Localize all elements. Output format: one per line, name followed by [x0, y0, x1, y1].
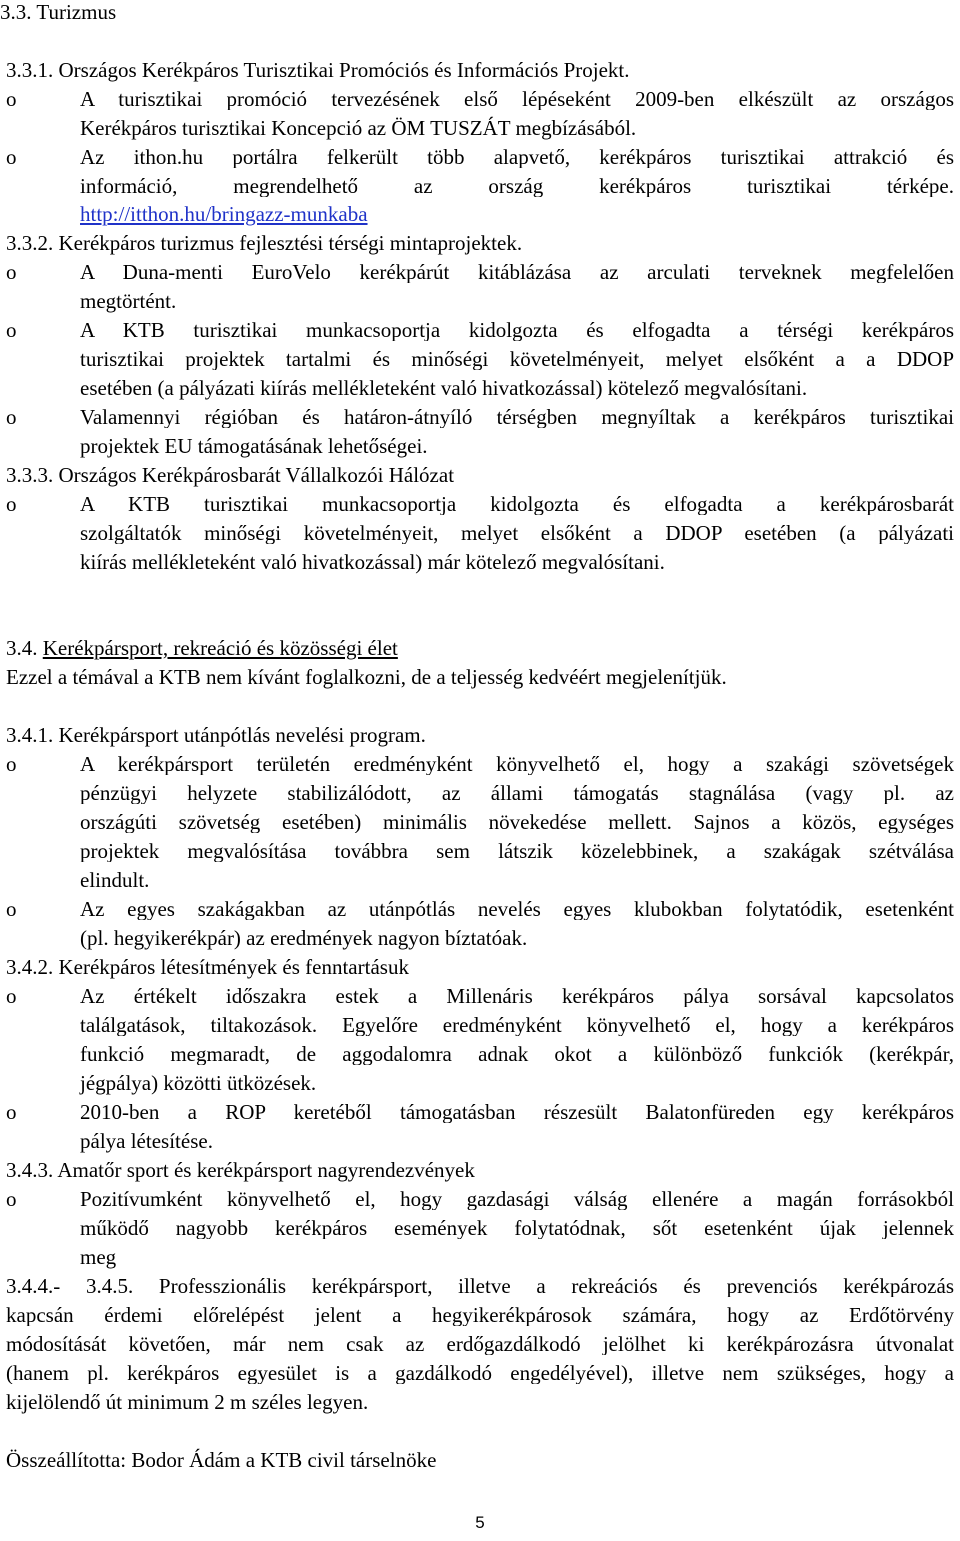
paragraph-line: Kerékpáros turisztikai Koncepció az ÖM TUSZÁT megbízásából. — [80, 116, 637, 140]
paragraph-line: információ, megrendelhető az ország kerékpáros turisztikai térképe. — [80, 176, 954, 197]
paragraph-line: Valamennyi régióban és határon-átnyíló térségben megnyíltak a kerékpáros turisztikai — [80, 407, 954, 428]
bullet-marker: o — [6, 752, 17, 776]
section-title-3-3-2: 3.3.2. Kerékpáros turizmus fejlesztési térségi mintaprojektek. — [6, 231, 523, 255]
bullet-marker: o — [6, 897, 17, 921]
paragraph-line: módosítását követően, már nem csak az erdőgazdálkodó jelölhet ki kerékpározásra útvonalat — [6, 1334, 954, 1355]
paragraph-line: szolgáltatók minőségi követelményeit, melyet elsőként a DDOP esetében (a pályázati — [80, 523, 954, 544]
paragraph-line: projektek EU támogatásának lehetőségei. — [80, 434, 428, 458]
bullet-marker: o — [6, 318, 17, 342]
section-title-3-4-2: 3.4.2. Kerékpáros létesítmények és fenntartásuk — [6, 955, 409, 979]
section-heading-3-3: 3.3. Turizmus — [0, 0, 117, 24]
section-title-3-4-3: 3.4.3. Amatőr sport és kerékpársport nagyrendezvények — [6, 1158, 475, 1182]
paragraph-line: országúti szövetség esetében) minimális növekedése mellett. Sajnos a közös, egységes — [80, 812, 954, 833]
paragraph-line: A KTB turisztikai munkacsoportja kidolgozta és elfogadta a kerékpárosbarát — [80, 494, 954, 515]
paragraph-line: találgatások, tiltakozások. Egyelőre eredményként könyvelhető el, hogy a kerékpáros — [80, 1015, 954, 1036]
paragraph-line: A KTB turisztikai munkacsoportja kidolgozta és elfogadta a térségi kerékpáros — [80, 320, 954, 341]
paragraph-line: működő nagyobb kerékpáros események folytatódnak, sőt esetenként újak jelennek — [80, 1218, 954, 1239]
section-title-3-3-3: 3.3.3. Országos Kerékpárosbarát Vállalkozói Hálózat — [6, 463, 455, 487]
bullet-marker: o — [6, 1100, 17, 1124]
paragraph-line: pénzügyi helyzete stabilizálódott, az állami támogatás stagnálása (vagy pl. az — [80, 783, 954, 804]
paragraph-line: projektek megvalósítása továbbra sem látszik közelebbinek, a szakágak szétválása — [80, 841, 954, 862]
paragraph-line: megtörtént. — [80, 289, 177, 313]
paragraph-line: pálya létesítése. — [80, 1129, 213, 1153]
paragraph-line: meg — [80, 1245, 117, 1269]
paragraph-line: Az ithon.hu portálra felkerült több alapvető, kerékpáros turisztikai attrakció és — [80, 147, 954, 168]
section-intro: Ezzel a témával a KTB nem kívánt foglalkozni, de a teljesség kedvéért megjelenítjük. — [6, 665, 727, 689]
paragraph-line: Pozitívumként könyvelhető el, hogy gazdasági válság ellenére a magán forrásokból — [80, 1189, 954, 1210]
paragraph-line: kijelölendő út minimum 2 m széles legyen. — [6, 1390, 369, 1414]
paragraph-line: elindult. — [80, 868, 150, 892]
paragraph-line: A kerékpársport területén eredményként könyvelhető el, hogy a szakági szövetségek — [80, 754, 954, 775]
section-title-underlined: Kerékpársport, rekreáció és közösségi élet — [42, 636, 398, 660]
bullet-marker: o — [6, 984, 17, 1008]
section-heading-3-4 — [6, 638, 398, 659]
section-title-3-4-1: 3.4.1. Kerékpársport utánpótlás nevelési program. — [6, 723, 426, 747]
paragraph-line: 3.4.4.- 3.4.5. Professzionális kerékpársport, illetve a rekreációs és prevenciós kerékpározás — [6, 1276, 954, 1297]
paragraph-line: (pl. hegyikerékpár) az eredmények nagyon bíztatóak. — [80, 926, 528, 950]
itthon-link[interactable]: http://itthon.hu/bringazz-munkaba — [80, 202, 368, 226]
section-title-3-3-1: 3.3.1. Országos Kerékpáros Turisztikai Promóciós és Információs Projekt. — [6, 58, 630, 82]
paragraph-line: funkció megmaradt, de aggodalomra adnak okot a különböző funkciók (kerékpár, — [80, 1044, 954, 1065]
paragraph-line: Az egyes szakágakban az utánpótlás nevelés egyes klubokban folytatódik, esetenként — [80, 899, 954, 920]
bullet-marker: o — [6, 1187, 17, 1211]
paragraph-line: (hanem pl. kerékpáros egyesület is a gazdálkodó engedélyével), illetve nem szükséges, hogy a — [6, 1363, 954, 1384]
bullet-marker: o — [6, 87, 17, 111]
paragraph-line: A Duna-menti EuroVelo kerékpárút kitáblázása az arculati terveknek megfelelően — [80, 262, 954, 283]
paragraph-line: A turisztikai promóció tervezésének első lépéseként 2009-ben elkészült az országos — [80, 89, 954, 110]
bullet-marker: o — [6, 492, 17, 516]
paragraph-line: kapcsán érdemi előrelépést jelent a hegyikerékpárosok számára, hogy az Erdőtörvény — [6, 1305, 954, 1326]
compiled-by: Összeállította: Bodor Ádám a KTB civil társelnöke — [6, 1448, 437, 1472]
section-number: 3.4. — [6, 636, 43, 660]
paragraph-line: jégpálya) közötti ütközések. — [80, 1071, 317, 1095]
paragraph-line: kiírás mellékleteként való hivatkozással) már kötelező megvalósítani. — [80, 550, 665, 574]
paragraph-line: Az értékelt időszakra estek a Millenáris kerékpáros pálya sorsával kapcsolatos — [80, 986, 954, 1007]
paragraph-line: 2010-ben a ROP keretéből támogatásban részesült Balatonfüreden egy kerékpáros — [80, 1102, 954, 1123]
bullet-marker: o — [6, 145, 17, 169]
page-number: 5 — [475, 1513, 485, 1532]
paragraph-line: turisztikai projektek tartalmi és minőségi követelményeit, melyet elsőként a a DDOP — [80, 349, 954, 370]
paragraph-line: esetében (a pályázati kiírás mellékleteként való hivatkozással) kötelező megvalósítani. — [80, 376, 808, 400]
bullet-marker: o — [6, 405, 17, 429]
bullet-marker: o — [6, 260, 17, 284]
